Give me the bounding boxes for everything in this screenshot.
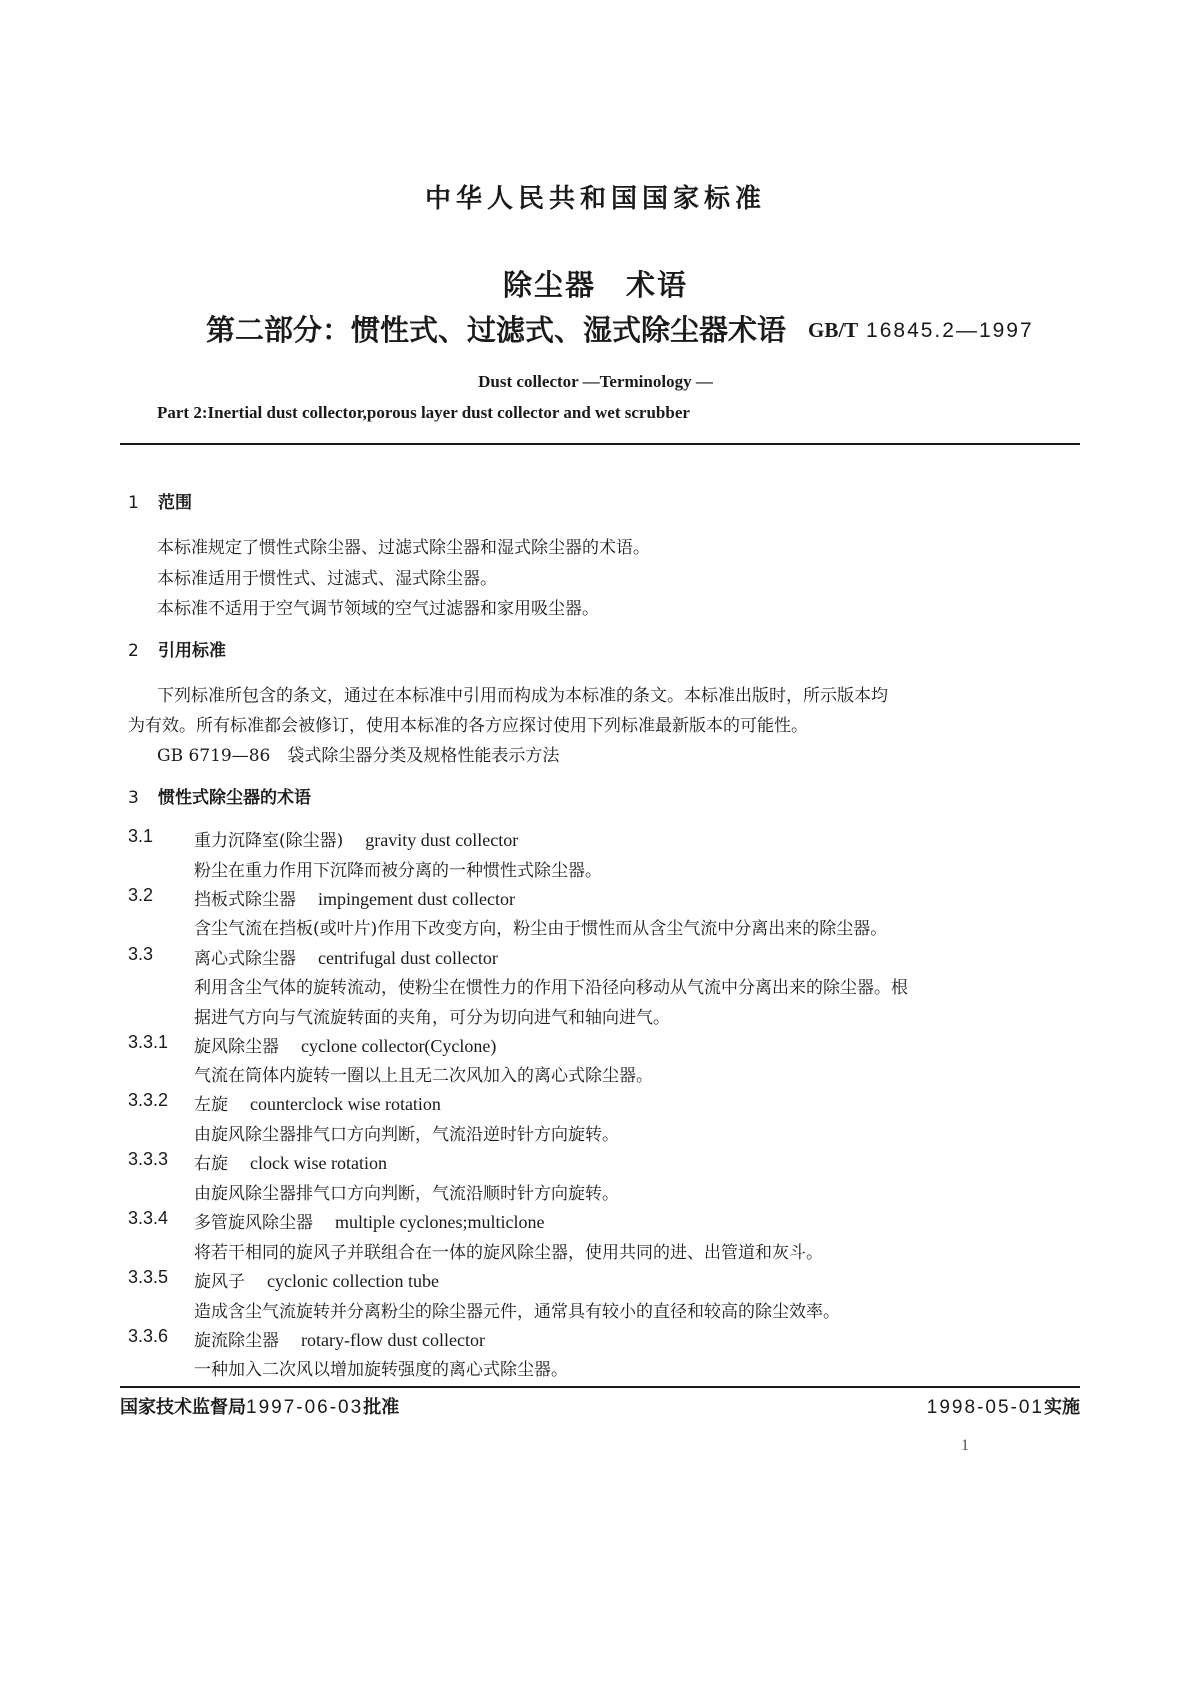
- term-number: 3.3.1: [128, 1032, 169, 1052]
- term-definition: 气流在筒体内旋转一圈以上且无二次风加入的离心式除尘器。: [194, 1066, 653, 1086]
- term-en: multiple cyclones;multiclone: [335, 1212, 545, 1232]
- section-1-paragraph: 本标准规定了惯性式除尘器、过滤式除尘器和湿式除尘器的术语。: [157, 538, 650, 558]
- section-3-title: 惯性式除尘器的术语: [158, 788, 311, 808]
- term-number: 3.3.5: [128, 1267, 169, 1287]
- term-en: gravity dust collector: [365, 830, 519, 850]
- effective-info: [927, 1393, 1080, 1419]
- term-heading: [194, 1090, 441, 1115]
- term-heading: [194, 1032, 496, 1057]
- page-number: 1: [961, 1437, 969, 1454]
- english-title-line-2: Part 2:Inertial dust collector,porous layer dust collector and wet scrubber: [157, 403, 690, 422]
- term-zh: 重力沉降室(除尘器): [194, 831, 344, 851]
- term-zh: 旋流除尘器: [194, 1331, 279, 1351]
- standard-number: [808, 318, 1034, 343]
- term-number: 3.3.2: [128, 1090, 169, 1110]
- section-1-number: 1: [128, 493, 139, 513]
- term-definition: 利用含尘气体的旋转流动，使粉尘在惯性力的作用下沿径向移动从气流中分离出来的除尘器。根: [194, 978, 908, 998]
- effective-label: 实施: [1044, 1397, 1080, 1418]
- section-1-paragraph: 本标准适用于惯性式、过滤式、湿式除尘器。: [157, 569, 497, 589]
- term-number: 3.2: [128, 885, 154, 905]
- term-definition: 由旋风除尘器排气口方向判断，气流沿逆时针方向旋转。: [194, 1125, 619, 1145]
- title-line-1-a: 除尘器: [502, 268, 596, 302]
- term-definition: 将若干相同的旋风子并联组合在一体的旋风除尘器，使用共同的进、出管道和灰斗。: [194, 1243, 823, 1263]
- footer-rule: [120, 1386, 1080, 1388]
- approval-org: 国家技术监督局: [120, 1397, 246, 1418]
- section-2-reference: GB 6719—86 袋式除尘器分类及规格性能表示方法: [157, 746, 560, 766]
- term-number: 3.3.3: [128, 1149, 169, 1169]
- term-en: rotary-flow dust collector: [301, 1330, 485, 1350]
- term-zh: 旋风除尘器: [194, 1037, 279, 1057]
- standard-prefix: GB/T: [808, 318, 859, 342]
- term-definition: 一种加入二次风以增加旋转强度的离心式除尘器。: [194, 1360, 568, 1380]
- term-definition: 含尘气流在挡板(或叶片)作用下改变方向，粉尘由于惯性而从含尘气流中分离出来的除尘器。: [194, 919, 888, 939]
- section-2-heading: [128, 636, 226, 661]
- term-number: 3.3.6: [128, 1326, 169, 1346]
- term-number: 3.3.4: [128, 1208, 169, 1228]
- standard-type: 中华人民共和国国家标准: [424, 184, 766, 214]
- term-en: cyclonic collection tube: [267, 1271, 439, 1291]
- term-number: 3.1: [128, 826, 154, 846]
- term-zh: 离心式除尘器: [194, 949, 296, 969]
- term-heading: [194, 826, 518, 851]
- term-zh: 多管旋风除尘器: [194, 1213, 313, 1233]
- section-2-title: 引用标准: [158, 641, 226, 661]
- term-en: clock wise rotation: [250, 1153, 387, 1173]
- effective-date: 1998-05-01: [926, 1397, 1044, 1418]
- approval-info: [120, 1393, 399, 1419]
- english-title-line-1: Dust collector —Terminology —: [478, 372, 713, 391]
- section-3-heading: [128, 783, 311, 808]
- term-zh: 右旋: [194, 1154, 228, 1174]
- term-zh: 旋风子: [194, 1272, 245, 1292]
- section-2-paragraph-line-2: 为有效。所有标准都会被修订，使用本标准的各方应探讨使用下列标准最新版本的可能性。: [128, 716, 808, 736]
- standard-code: 16845.2—1997: [866, 319, 1034, 342]
- term-heading: [194, 1326, 485, 1351]
- section-1-heading: [128, 488, 192, 513]
- term-zh: 挡板式除尘器: [194, 890, 296, 910]
- title-line-1-b: 术语: [626, 268, 689, 302]
- term-definition: 据进气方向与气流旋转面的夹角，可分为切向进气和轴向进气。: [194, 1008, 670, 1028]
- section-3-number: 3: [128, 788, 139, 808]
- term-en: impingement dust collector: [318, 889, 515, 909]
- term-heading: [194, 1149, 387, 1174]
- term-definition: 造成含尘气流旋转并分离粉尘的除尘器元件，通常具有较小的直径和较高的除尘效率。: [194, 1302, 840, 1322]
- title-line-2: 第二部分：惯性式、过滤式、湿式除尘器术语: [206, 313, 787, 347]
- term-en: centrifugal dust collector: [318, 948, 498, 968]
- term-en: counterclock wise rotation: [250, 1094, 441, 1114]
- term-en: cyclone collector(Cyclone): [301, 1036, 497, 1056]
- term-definition: 粉尘在重力作用下沉降而被分离的一种惯性式除尘器。: [194, 861, 602, 881]
- header-rule: [120, 443, 1080, 445]
- section-2-paragraph-line-1: 下列标准所包含的条文，通过在本标准中引用而构成为本标准的条文。本标准出版时，所示版本均: [157, 686, 888, 706]
- approval-date: 1997-06-03: [246, 1397, 364, 1418]
- term-heading: [194, 1208, 544, 1233]
- term-heading: [194, 885, 515, 910]
- term-number: 3.3: [128, 944, 154, 964]
- term-heading: [194, 944, 498, 969]
- term-definition: 由旋风除尘器排气口方向判断，气流沿顺时针方向旋转。: [194, 1184, 619, 1204]
- approval-label: 批准: [363, 1397, 400, 1418]
- term-heading: [194, 1267, 439, 1292]
- section-1-paragraph: 本标准不适用于空气调节领域的空气过滤器和家用吸尘器。: [157, 599, 599, 619]
- term-zh: 左旋: [194, 1095, 228, 1115]
- section-1-title: 范围: [158, 493, 192, 513]
- section-2-number: 2: [128, 641, 139, 661]
- title-line-1: [0, 263, 1191, 304]
